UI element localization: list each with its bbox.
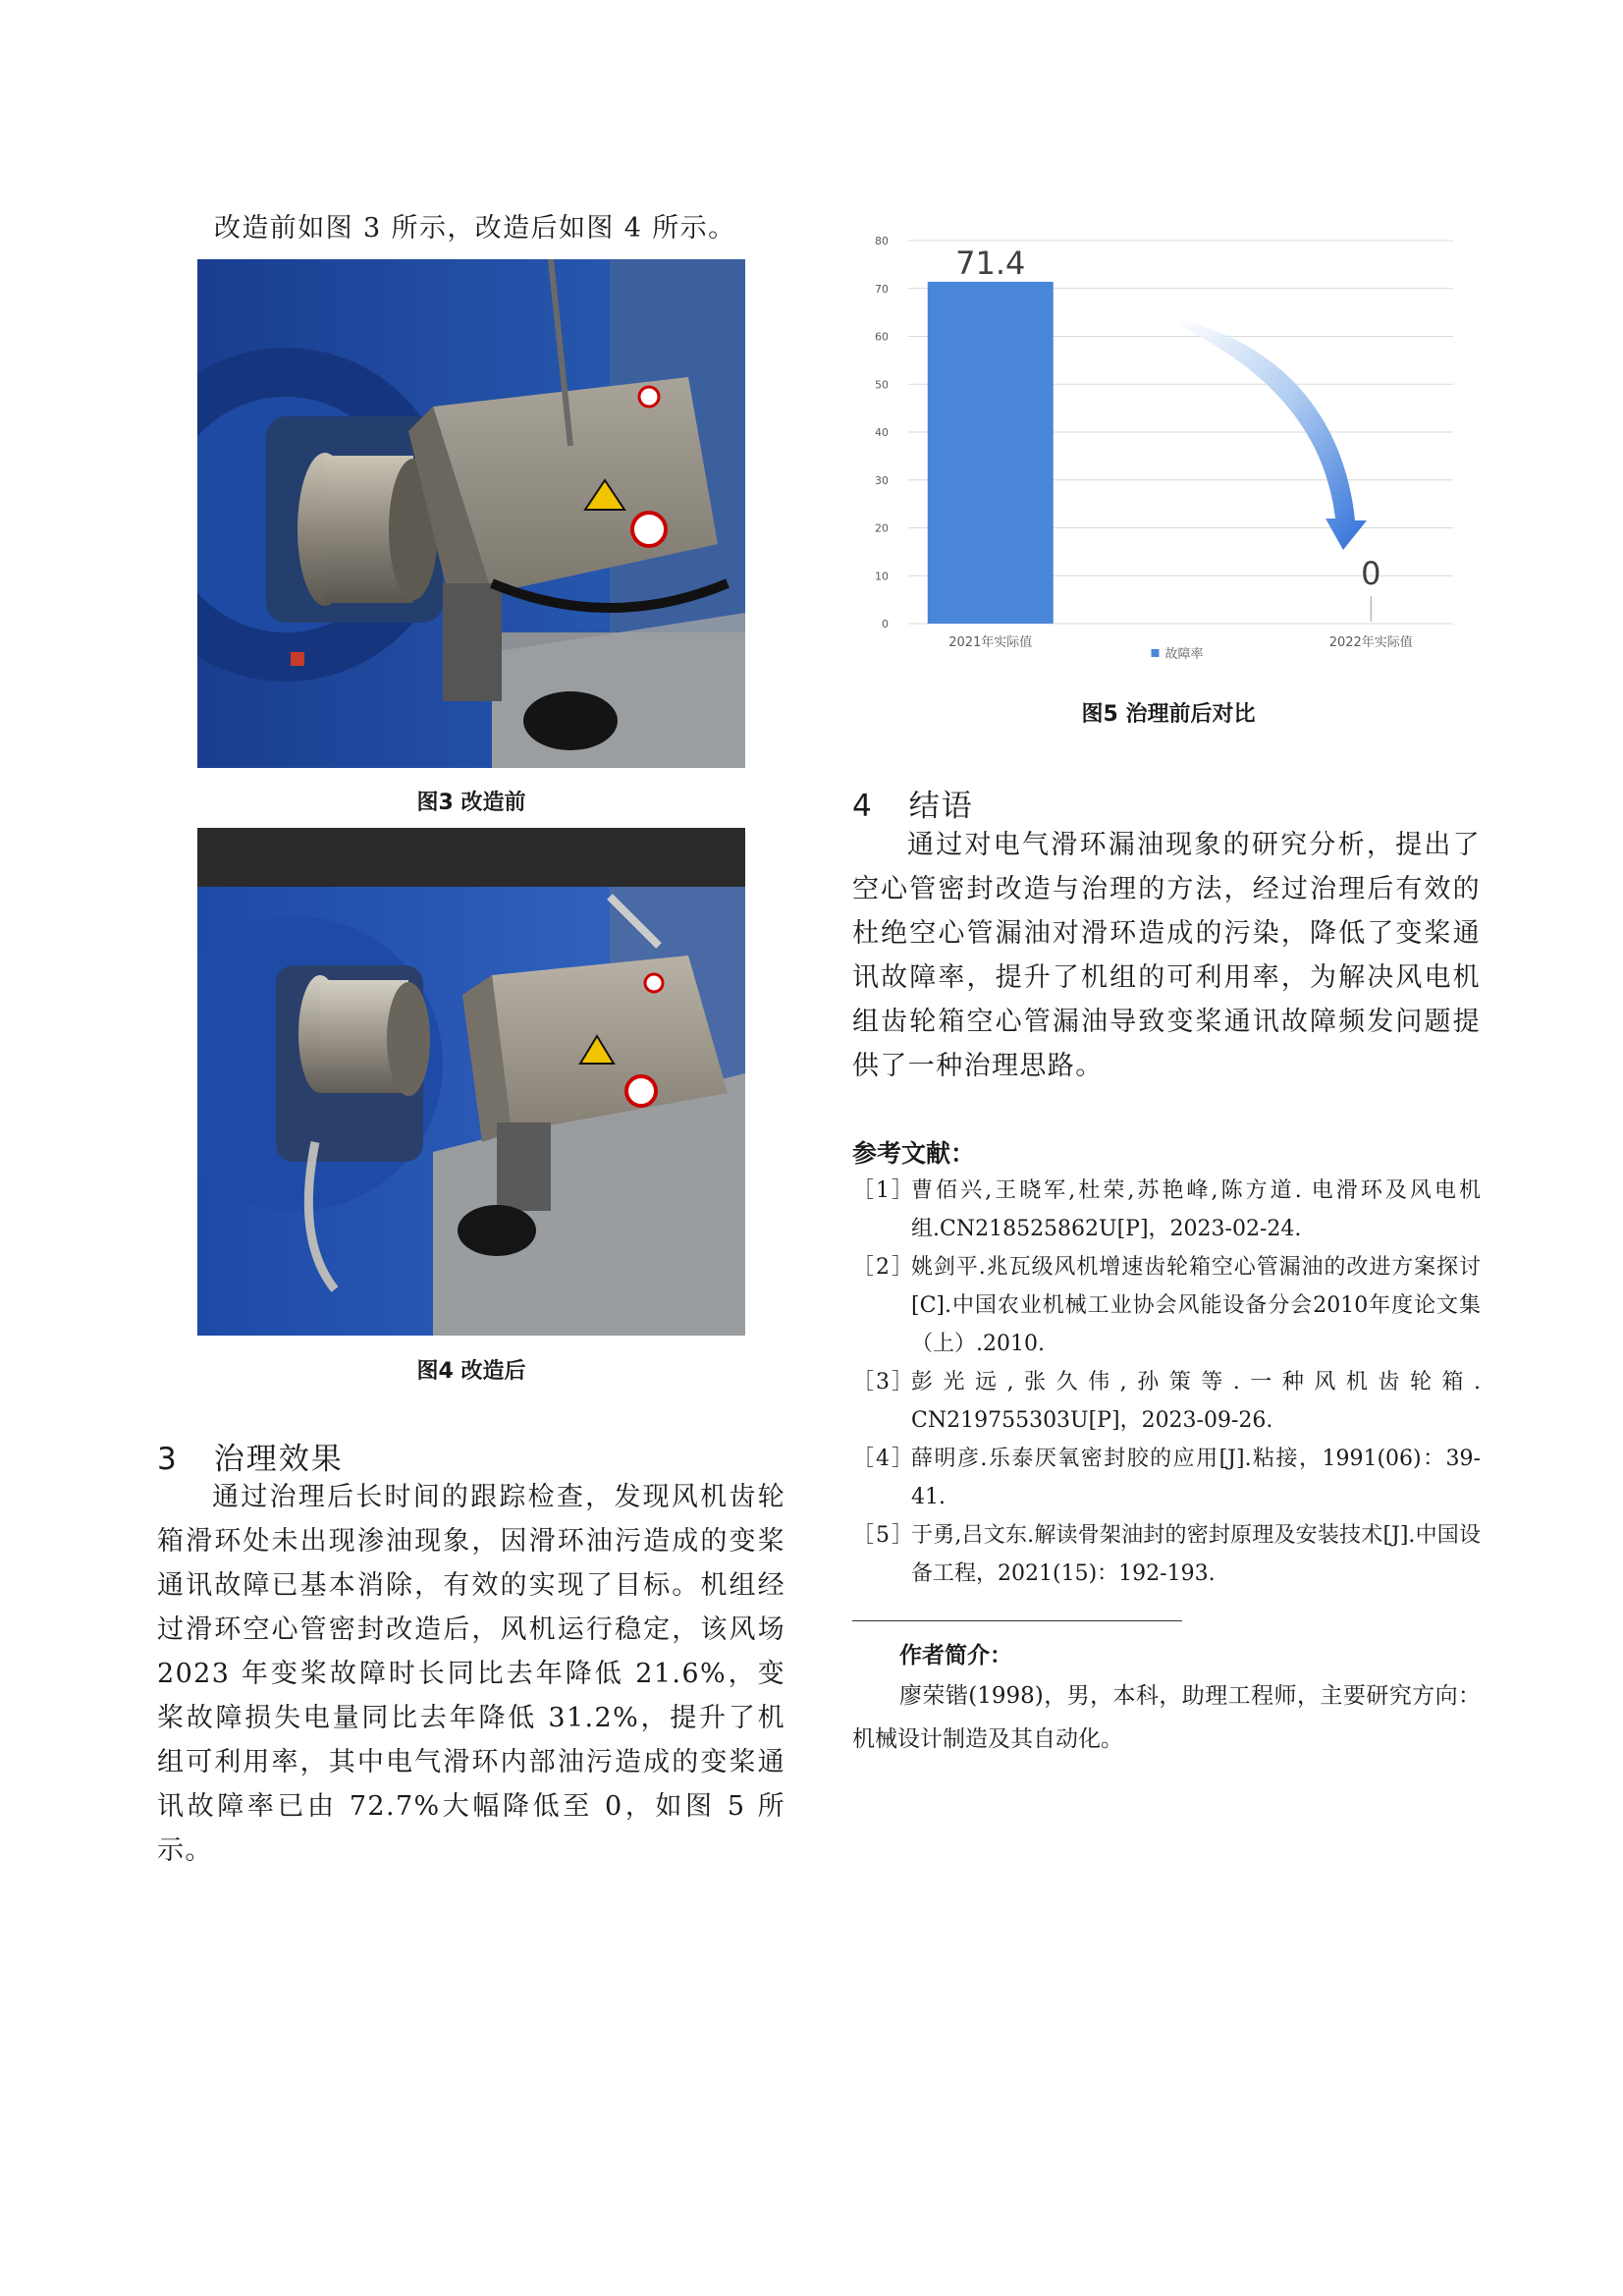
reference-text: 曹佰兴,王晓军,杜荣,苏艳峰,陈方道. 电滑环及风电机组.CN218525862U[P]，2023-02-24. [911, 1178, 1481, 1241]
reference-text: 薛明彦.乐泰厌氧密封胶的应用[J].粘接，1991(06)：39-41. [911, 1447, 1481, 1509]
author-bio: 廖荣锴(1998)，男，本科，助理工程师，主要研究方向：机械设计制造及其自动化。 [852, 1683, 1481, 1752]
y-tick-label: 60 [875, 330, 889, 344]
fig4-illustration [197, 828, 745, 1336]
decrease-arrow [1176, 319, 1367, 550]
reference-item [852, 1172, 1481, 1248]
section4-paragraph: 通过对电气滑环漏油现象的研究分析，提出了空心管密封改造与治理的方法，经过治理后有效的杜绝空心管漏油对滑环造成的污染，降低了变桨通讯故障率，提升了机组的可利用率，为解决风电机组齿轮箱空心管漏油导致变桨通讯故障频发问题提供了一种治理思路。 [852, 830, 1481, 1081]
reference-number: ［3］ [852, 1370, 915, 1394]
fig3-illustration [197, 259, 745, 768]
references-list [852, 1172, 1481, 1593]
footnote-divider [852, 1620, 1182, 1621]
y-tick-label: 50 [875, 378, 889, 392]
reference-text: 姚剑平.兆瓦级风机增速齿轮箱空心管漏油的改进方案探讨[C].中国农业机械工业协会风能设备分会2010年度论文集（上）.2010. [911, 1255, 1481, 1356]
section3-number: 3 [157, 1442, 179, 1477]
fig5-chart [864, 226, 1473, 668]
y-tick-label: 10 [875, 570, 889, 583]
reference-item [852, 1516, 1481, 1593]
y-tick-label: 0 [882, 618, 889, 630]
section3-heading [157, 1434, 785, 1478]
author-title: 作者简介： [899, 1643, 1012, 1668]
section3-title: 治理效果 [213, 1442, 344, 1477]
section4-heading [852, 781, 1481, 825]
legend-label: 故障率 [1164, 647, 1204, 662]
fig5-caption: 图5 治理前后对比 [1081, 702, 1256, 727]
x-tick-label: 2022年实际值 [1328, 635, 1413, 650]
y-tick-label: 20 [875, 521, 889, 535]
y-tick-label: 40 [875, 426, 889, 439]
reference-number: ［2］ [852, 1255, 915, 1280]
fig4-photo [197, 828, 745, 1336]
reference-number: ［1］ [852, 1178, 915, 1203]
fig5-chart-svg [864, 226, 1473, 668]
intro-line: 改造前如图 3 所示，改造后如图 4 所示。 [214, 213, 736, 244]
data-label: 0 [1361, 555, 1381, 592]
legend-swatch [1152, 649, 1160, 657]
reference-item [852, 1248, 1481, 1363]
reference-number: ［5］ [852, 1523, 915, 1548]
data-label: 71.4 [955, 244, 1026, 282]
references-title: 参考文献： [852, 1139, 976, 1168]
fig3-caption: 图3 改造前 [416, 791, 526, 815]
section3-paragraph: 通过治理后长时间的跟踪检查，发现风机齿轮箱滑环处未出现渗油现象，因滑环油污造成的变桨通讯故障已基本消除，有效的实现了目标。机组经过滑环空心管密封改造后，风机运行稳定，该风场 2023 年变桨故障时长同比去年降低 21.6%，变桨故障损失电量同比去年降低 31.2%，提升了机组可利用率，其中电气滑环内部油污造成的变桨通讯故障率已由 72.7%大幅降低至 0，如图 5 所示。 [157, 1482, 785, 1866]
reference-item [852, 1440, 1481, 1516]
y-tick-label: 80 [875, 235, 889, 247]
x-tick-label: 2021年实际值 [948, 635, 1033, 650]
fig4-caption: 图4 改造后 [416, 1359, 526, 1384]
section4-title: 结语 [908, 789, 974, 824]
reference-number: ［4］ [852, 1447, 915, 1471]
reference-item [852, 1363, 1481, 1440]
reference-text: 于勇,吕文东.解读骨架油封的密封原理及安装技术[J].中国设备工程，2021(15)：192-193. [911, 1523, 1481, 1586]
section4-number: 4 [852, 789, 874, 824]
y-tick-label: 30 [875, 473, 889, 487]
reference-text: 彭光远,张久伟,孙策等.一种风机齿轮箱. CN219755303U[P]，2023-09-26. [911, 1370, 1481, 1433]
y-tick-label: 70 [875, 282, 889, 296]
bar [928, 282, 1054, 624]
fig3-photo [197, 259, 745, 768]
